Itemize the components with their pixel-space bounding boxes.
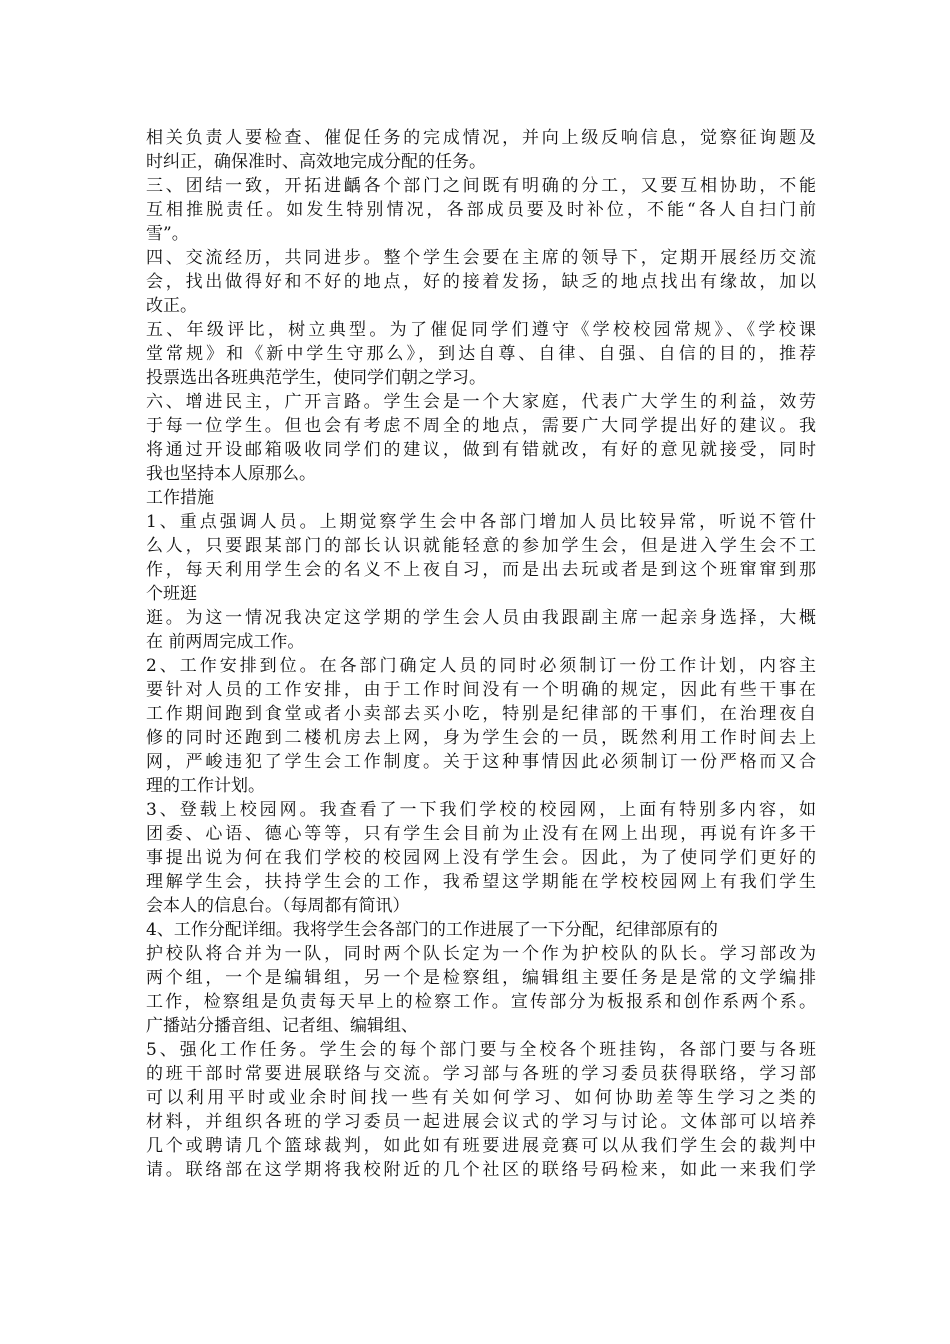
text-line: 六、增进民主，广开言路。学生会是一个大家庭，代表广大学生的利益，效劳 (146, 392, 816, 412)
text-line: 工作，检察组是负责每天早上的检察工作。宣传部分为板报系和创作系两个系。 (146, 992, 816, 1012)
text-line: 2、工作安排到位。在各部门确定人员的同时必须制订一份工作计划，内容主 (146, 656, 816, 676)
text-line: 团委、心语、德心等等，只有学生会目前为止没有在网上出现，再说有许多干 (146, 824, 816, 844)
text-line: 三、团结一致，开拓进齲各个部门之间既有明确的分工，又要互相协助，不能 (146, 176, 816, 196)
text-line: 4、工作分配详细。我将学生会各部门的工作进展了一下分配，纪律部原有的 (146, 920, 718, 940)
document-body (146, 126, 816, 1182)
text-line: 两个组，一个是编辑组，另一个是检察组，编辑组主要任务是是常的文学编排 (146, 968, 816, 988)
text-line: 事提出说为何在我们学校的校园网上没有学生会。因此，为了使同学们更好的 (146, 848, 816, 868)
text-line: 工作期间跑到食堂或者小卖部去买小吃，特别是纪律部的干事们，在治理夜自 (146, 704, 816, 724)
text-line: 堂常规》和《新中学生守那么》，到达自尊、自律、自强、自信的目的，推荐 (146, 344, 816, 364)
text-line: 改正。 (146, 296, 197, 316)
text-line: 1、重点强调人员。上期觉察学生会中各部门增加人员比较异常，听说不管什 (146, 512, 816, 532)
text-line: 理的工作计划。 (146, 776, 265, 796)
text-line: 3、登载上校园网。我查看了一下我们学校的校园网，上面有特别多内容，如 (146, 800, 816, 820)
text-line: 可以利用平时或业余时间找一些有关如何学习、如何协助差等生学习之类的 (146, 1088, 816, 1108)
text-line: 互相推脱责任。如发生特别情况，各部成员要及时补位，不能“各人自扫门前 (146, 200, 816, 220)
text-line: 在 前两周完成工作。 (146, 632, 305, 652)
text-line: 雪”。 (146, 224, 189, 244)
text-line: 会，找出做得好和不好的地点，好的接着发扬，缺乏的地点找出有缘故，加以 (146, 272, 816, 292)
text-line: 作，每天利用学生会的名义不上夜自习，而是出去玩或者是到这个班窜窜到那 (146, 560, 816, 580)
text-line: 几个或聘请几个篮球裁判，如此如有班要进展竞赛可以从我们学生会的裁判中 (146, 1136, 816, 1156)
text-line: 相关负责人要检查、催促任务的完成情况，并向上级反响信息，觉察征询题及 (146, 128, 816, 148)
text-line: 材料，并组织各班的学习委员一起进展会议式的学习与讨论。文体部可以培养 (146, 1112, 816, 1132)
text-line: 四、交流经历，共同进步。整个学生会要在主席的领导下，定期开展经历交流 (146, 248, 816, 268)
text-line: 将通过开设邮箱吸收同学们的建议，做到有错就改，有好的意见就接受，同时 (146, 440, 816, 460)
text-line: 请。联络部在这学期将我校附近的几个社区的联络号码检来，如此一来我们学 (146, 1160, 816, 1180)
text-line: 的班干部时常要进展联络与交流。学习部与各班的学习委员获得联络，学习部 (146, 1064, 816, 1084)
text-line: 要针对人员的工作安排，由于工作时间没有一个明确的规定，因此有些干事在 (146, 680, 816, 700)
text-line: 五、年级评比，树立典型。为了催促同学们遵守《学校校园常规》、《学校课 (146, 320, 816, 340)
text-line: 于每一位学生。但也会有考虑不周全的地点，需要广大同学提出好的建议。我 (146, 416, 816, 436)
text-line: 个班逛 (146, 584, 197, 604)
text-line: 时纠正，确保准时、高效地完成分配的任务。 (146, 152, 486, 172)
text-line: 护校队将合并为一队，同时两个队长定为一个作为护校队的队长。学习部改为 (146, 944, 816, 964)
text-line: 广播站分播音组、记者组、编辑组、 (146, 1016, 418, 1036)
text-line: 工作措施 (146, 488, 214, 508)
text-line: 逛。为这一情况我决定这学期的学生会人员由我跟副主席一起亲身选择，大概 (146, 608, 816, 628)
text-line: 网，严峻违犯了学生会工作制度。关于这种事情因此必须制订一份严格而又合 (146, 752, 816, 772)
text-line: 投票选出各班典范学生，使同学们朝之学习。 (146, 368, 486, 388)
text-line: 修的同时还跑到二楼机房去上网，身为学生会的一员，既然利用工作时间去上 (146, 728, 816, 748)
text-line: 5、强化工作任务。学生会的每个部门要与全校各个班挂钩，各部门要与各班 (146, 1040, 816, 1060)
text-line: 么人，只要跟某部门的部长认识就能轻意的参加学生会，但是进入学生会不工 (146, 536, 816, 556)
text-line: 我也坚持本人原那么。 (146, 464, 316, 484)
text-line: 理解学生会，扶持学生会的工作，我希望这学期能在学校校园网上有我们学生 (146, 872, 816, 892)
text-line: 会本人的信息台。（每周都有简讯） (146, 896, 410, 916)
